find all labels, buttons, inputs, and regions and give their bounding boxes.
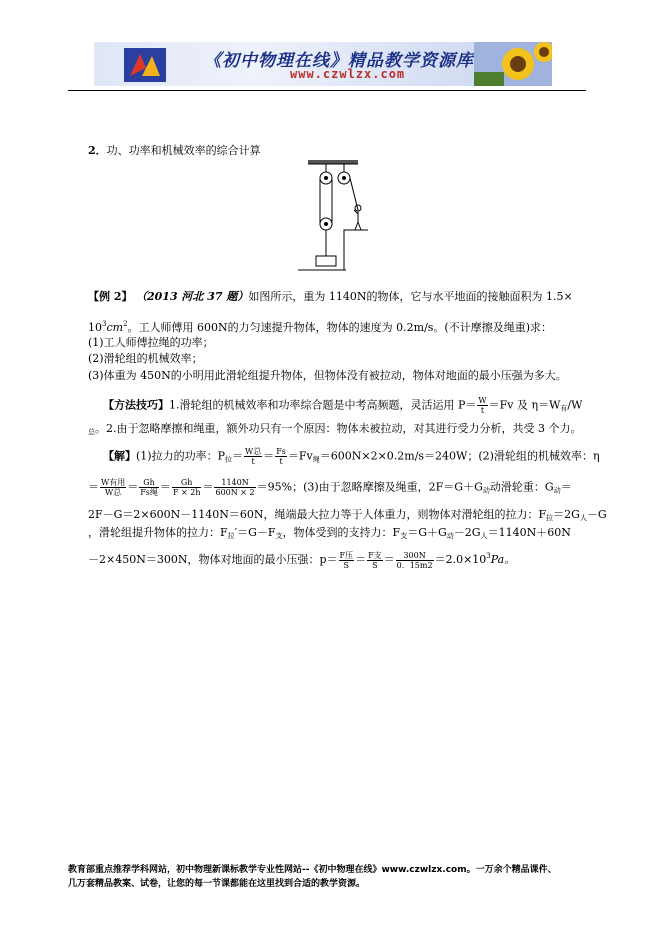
- subscript: 拉: [224, 455, 232, 464]
- fraction: [477, 396, 487, 415]
- example-line-1: [88, 290, 573, 303]
- solution-line-1: [103, 447, 600, 467]
- fraction: [172, 478, 202, 497]
- fraction-numerator: F支: [368, 550, 382, 560]
- fraction-numerator: 300N: [396, 551, 434, 561]
- fraction: [244, 447, 262, 466]
- fraction-denominator: S: [343, 560, 350, 570]
- superscript: 2: [123, 320, 128, 328]
- fraction: [139, 478, 159, 497]
- fraction-numerator: W总: [244, 447, 262, 456]
- section-title: 功、功率和机械效率的综合计算: [106, 144, 261, 157]
- footer-line-2: 几万套精品教案、试卷，让您的每一节课都能在这里找到合适的教学资源。: [68, 879, 366, 889]
- text-fragment: ＝2.0×10: [434, 553, 487, 566]
- fraction: [367, 551, 383, 570]
- text-fragment: ＝: [88, 480, 99, 494]
- fraction-numerator: Gh: [139, 478, 159, 488]
- subscript: 支: [275, 532, 283, 540]
- tips-tag: 【方法技巧】: [103, 398, 169, 412]
- fraction-numerator: Gh: [172, 478, 202, 488]
- fraction: [396, 551, 434, 570]
- header-banner: [94, 42, 552, 86]
- text-fragment: ＝Fv 及 η＝W: [488, 398, 561, 412]
- fraction: [275, 447, 287, 466]
- text-fragment: ＝95%；(3)由于忽略摩擦及绳重，2F＝G＋G: [256, 480, 483, 494]
- subscript: 绳: [312, 455, 320, 464]
- fraction-denominator: 600N × 2: [215, 488, 255, 497]
- subscript: 拉: [546, 514, 554, 522]
- text-fragment: ＝: [383, 553, 395, 566]
- pulley-figure: [298, 160, 368, 276]
- fraction-denominator: 0．15m2: [396, 560, 433, 570]
- solution-line-4: [88, 526, 571, 543]
- text-fragment: ＝: [202, 480, 214, 494]
- text-fragment: ，滑轮组提升物体的拉力：F: [88, 526, 228, 539]
- text-fragment: (1)拉力的功率：P: [136, 449, 225, 463]
- question-2: (2)滑轮组的机械效率；: [88, 352, 203, 365]
- fraction-denominator: t: [279, 457, 283, 466]
- text-fragment: －2G: [453, 526, 481, 539]
- subscript: 支: [400, 532, 408, 540]
- header-rule: [68, 90, 586, 91]
- fraction-numerator: W: [478, 396, 487, 405]
- tips-line-1: [103, 396, 582, 416]
- subscript: 拉: [227, 532, 235, 540]
- subscript: 总: [88, 428, 95, 436]
- text-fragment: ＝G＋G: [407, 526, 447, 539]
- fraction-numerator: W有用: [101, 478, 126, 487]
- solution-line-5: [88, 550, 515, 570]
- fraction: [339, 551, 355, 570]
- fraction: [214, 478, 255, 497]
- subscript: 有: [560, 404, 568, 413]
- page-footer: [68, 863, 557, 891]
- text-fragment: ′＝G－F: [234, 526, 276, 539]
- solution-tag: 【解】: [103, 449, 136, 463]
- question-1: (1)工人师傅拉绳的功率；: [88, 336, 214, 349]
- fraction-numerator: F压: [339, 550, 354, 560]
- fraction-denominator: F × 2h: [172, 488, 201, 497]
- text-fragment: ＝: [355, 553, 367, 566]
- fraction-denominator: Fs绳: [140, 488, 158, 497]
- solution-line-3: [88, 508, 607, 525]
- text-fragment: 。2.由于忽略摩擦和绳重，额外功只有一个原因：物体未被拉动，对其进行受力分析，共受 3 个力。: [95, 422, 582, 435]
- text-fragment: 动滑轮重：G: [489, 480, 554, 494]
- fraction-denominator: W总: [105, 488, 122, 497]
- fraction-denominator: S: [372, 560, 378, 570]
- text-fragment: ＝: [231, 449, 243, 463]
- section-heading: [88, 144, 261, 157]
- text-fragment: ＝Fv: [287, 449, 313, 463]
- section-number: 2．: [88, 144, 107, 157]
- example-source: （2013 河北 37 题）: [135, 290, 249, 303]
- fraction-denominator: t: [251, 457, 255, 466]
- text-fragment: Pa。: [490, 553, 516, 566]
- subscript: 动: [446, 532, 454, 540]
- text-fragment: ＝: [263, 449, 275, 463]
- text-fragment: ＝2G: [553, 508, 580, 521]
- banner-url[interactable]: www.czwlzx.com: [290, 67, 406, 81]
- example-line-2: [88, 318, 552, 334]
- sunflower-icon: [474, 42, 552, 86]
- tips-line-2: [88, 422, 581, 439]
- subscript: 动: [482, 486, 490, 495]
- text-fragment: ＝: [159, 480, 171, 494]
- text-fragment: 。工人师傅用 600N的力匀速提升物体，物体的速度为 0.2m/s。(不计摩擦及绳重)求：: [127, 321, 553, 334]
- superscript: 3: [102, 320, 107, 328]
- text-fragment: ，物体受到的支持力：F: [282, 526, 401, 539]
- fraction-denominator: t: [480, 406, 485, 415]
- text-fragment: ＝600N×2×0.2m/s＝240W；(2)滑轮组的机械效率：η: [319, 449, 600, 463]
- text-fragment: ＝1140N＋60N: [487, 526, 571, 539]
- text-fragment: 2F－G＝2×600N－1140N＝60N，绳端最大拉力等于人体重力，则物体对滑轮组的拉力：F: [88, 508, 547, 521]
- fraction-numerator: 1140N: [214, 478, 255, 488]
- subscript: 人: [579, 514, 587, 522]
- example-tag: 【例 2】: [88, 290, 133, 303]
- text-fragment: ＝: [127, 480, 139, 494]
- footer-line-1: 教育部重点推荐学科网站，初中物理新课标教学专业性网站--《初中物理在线》www.czwlzx.com。一万余个精品课件、: [68, 865, 557, 875]
- fraction: [100, 478, 126, 497]
- site-logo: [122, 46, 168, 84]
- text-fragment: cm: [106, 321, 124, 334]
- example-text-1: 如图所示，重为 1140N的物体，它与水平地面的接触面积为 1.5×: [248, 290, 573, 303]
- text-fragment: /W: [567, 398, 583, 412]
- solution-line-2: [88, 478, 572, 498]
- text-fragment: ＝: [560, 480, 572, 494]
- text-fragment: 10: [88, 321, 102, 334]
- text-fragment: －G: [586, 508, 607, 521]
- subscript: 动: [553, 486, 561, 495]
- superscript: 3: [486, 552, 491, 560]
- fraction-numerator: Fs: [276, 447, 286, 456]
- text-fragment: 1.滑轮组的机械效率和功率综合题是中考高频题，灵活运用 P＝: [169, 398, 477, 412]
- banner-title: 《初中物理在线》精品教学资源库: [204, 51, 474, 71]
- question-3: (3)体重为 450N的小明用此滑轮组提升物体，但物体没有被拉动，物体对地面的最小压强为多大。: [88, 369, 567, 382]
- text-fragment: －2×450N＝300N，物体对地面的最小压强：p＝: [88, 553, 338, 566]
- subscript: 人: [480, 532, 488, 540]
